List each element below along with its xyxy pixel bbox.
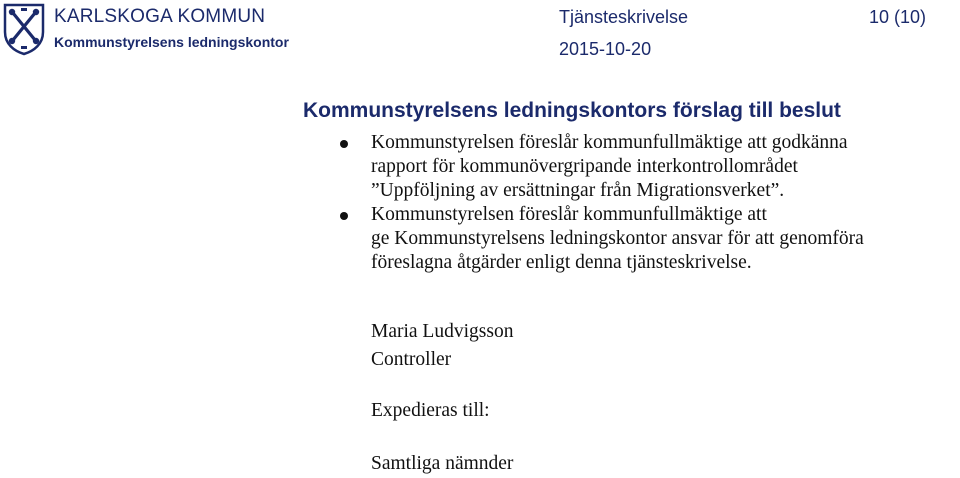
proposal-line: rapport för kommunövergripande interkontrollområdet [371, 156, 798, 177]
proposal-line: ge Kommunstyrelsens ledningskontor ansvar för att genomföra [371, 228, 864, 249]
document-type: Tjänsteskrivelse [559, 7, 689, 27]
dispatch-label: Expedieras till: [371, 400, 490, 421]
document-date: 2015-10-20 [559, 39, 652, 59]
proposal-line: föreslagna åtgärder enligt denna tjänsteskrivelse. [371, 252, 752, 273]
section-title: Kommunstyrelsens ledningskontors förslag till beslut [303, 99, 841, 122]
bullet-icon [340, 140, 348, 148]
proposal-line: ”Uppföljning av ersättningar från Migrationsverket”. [371, 180, 785, 201]
signatory-name: Maria Ludvigsson [371, 321, 514, 342]
municipality-logo [2, 2, 289, 58]
signatory-title: Controller [371, 349, 452, 370]
proposal-line: Kommunstyrelsen föreslår kommunfullmäktige att [371, 204, 767, 225]
proposal-line: Kommunstyrelsen föreslår kommunfullmäktige att godkänna [371, 132, 848, 153]
signature-block [371, 318, 513, 374]
proposal-item [340, 203, 956, 275]
dispatch-recipients: Samtliga nämnder [371, 453, 514, 474]
municipal-crest-icon [2, 2, 46, 56]
page-number: 10 (10) [869, 7, 927, 27]
municipality-name: KARLSKOGA KOMMUN [54, 6, 266, 27]
bullet-icon [340, 212, 348, 220]
proposal-item [340, 131, 956, 203]
department-name: Kommunstyrelsens ledningskontor [54, 34, 289, 50]
proposal-list [340, 131, 956, 275]
